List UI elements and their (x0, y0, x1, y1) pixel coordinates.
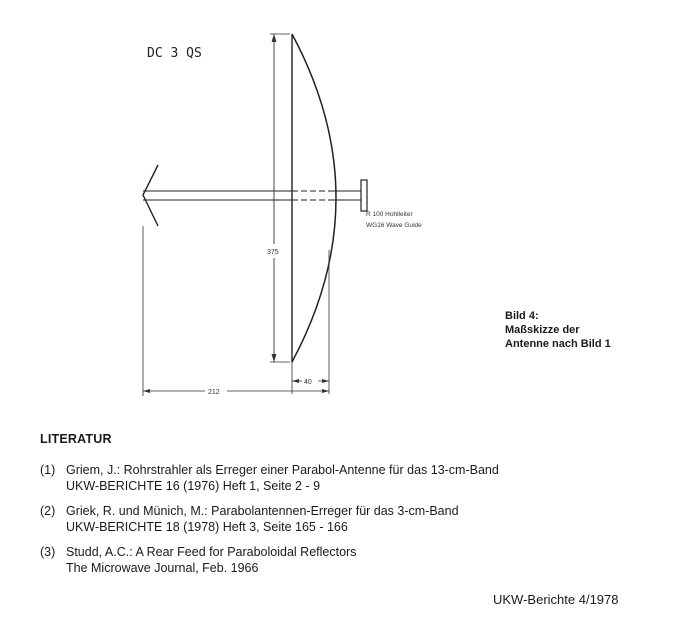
reference-source: The Microwave Journal, Feb. 1966 (66, 561, 259, 575)
height-arrow-top (272, 34, 277, 42)
caption-line-3: Antenne nach Bild 1 (505, 338, 611, 350)
page-footer: UKW-Berichte 4/1978 (493, 592, 619, 607)
drawing-label: DC 3 QS (147, 46, 202, 61)
depth-dimension-label: 40 (304, 379, 312, 386)
reference-source: UKW-BERICHTE 16 (1976) Heft 1, Seite 2 - 9 (66, 479, 321, 493)
reference-source: UKW-BERICHTE 18 (1978) Heft 3, Seite 165 - 166 (66, 520, 348, 534)
height-arrow-bottom (272, 354, 277, 362)
feed-label-2: WG16 Wave Guide (366, 222, 422, 229)
reference-item (40, 503, 680, 535)
length-arrow-left (143, 389, 150, 393)
reference-title: Griem, J.: Rohrstrahler als Erreger einer Parabol-Antenne für das 13-cm-Band (66, 463, 499, 477)
depth-arrow-right (322, 379, 329, 383)
height-dimension-label: 375 (267, 249, 279, 256)
caption-line-2: Maßskizze der (505, 324, 580, 336)
reference-item (40, 544, 680, 576)
reference-number: (1) (40, 463, 56, 477)
reference-title: Studd, A.C.: A Rear Feed for Paraboloidal Reflectors (66, 545, 357, 559)
caption-line-1: Bild 4: (505, 310, 539, 322)
sub-reflector-cone (143, 165, 158, 226)
reference-item (40, 462, 680, 494)
feed-label-1: R 100 Hohlleiter (366, 211, 413, 218)
reference-list (40, 462, 680, 585)
reference-number: (3) (40, 545, 56, 559)
figure-caption (505, 309, 611, 351)
depth-arrow-left (292, 379, 299, 383)
length-dimension-label: 212 (208, 389, 220, 396)
reference-title: Griek, R. und Münich, M.: Parabolantennen-Erreger für das 3-cm-Band (66, 504, 459, 518)
reference-number: (2) (40, 504, 56, 518)
length-arrow-right (322, 389, 329, 393)
waveguide-flange (361, 180, 367, 211)
literature-heading: LITERATUR (40, 432, 112, 446)
